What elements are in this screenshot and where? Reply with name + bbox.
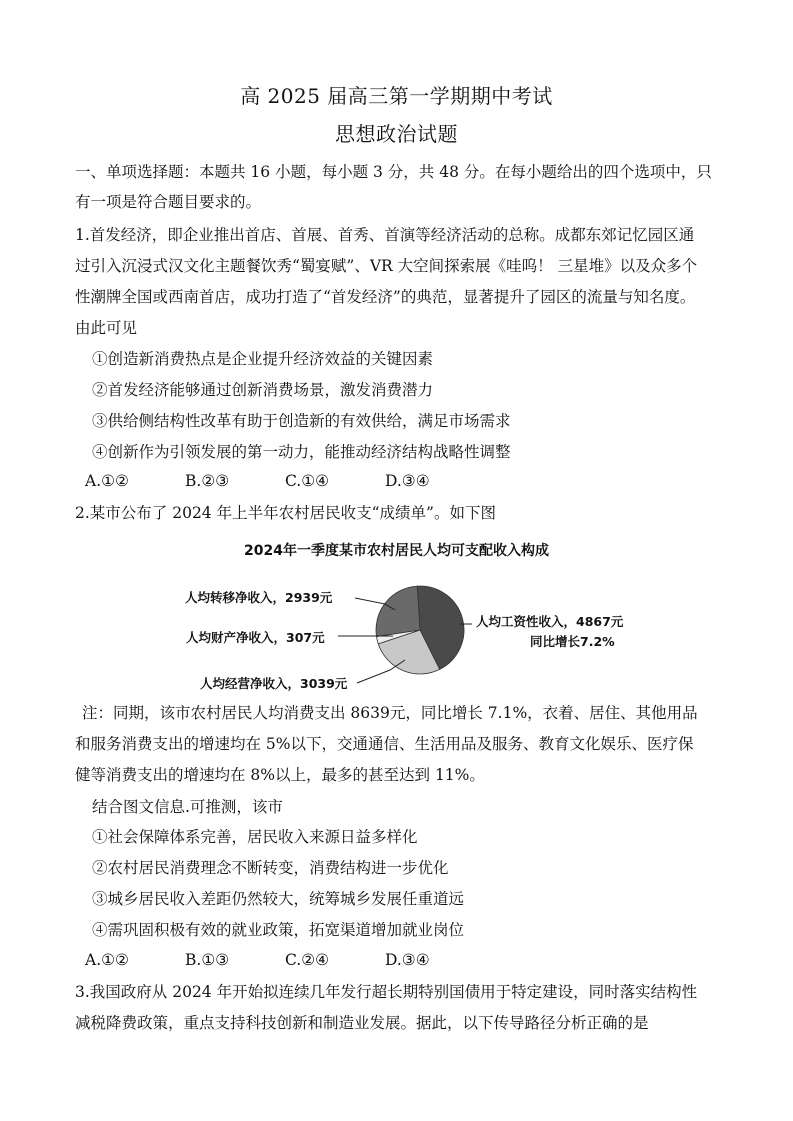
q2-stem: 2.某市公布了 2024 年上半年农村居民收支“成绩单”。如下图 xyxy=(75,504,496,522)
q2-choice-b[interactable]: B.①③ xyxy=(185,951,230,969)
q2-option: ②农村居民消费理念不断转变，消费结构进一步优化 xyxy=(92,859,449,877)
q1-option: ③供给侧结构性改革有助于创造新的有效供给，满足市场需求 xyxy=(92,412,511,430)
q2-choice-c[interactable]: C.②④ xyxy=(285,951,330,969)
q2-option: ④需巩固积极有效的就业政策，拓宽渠道增加就业岗位 xyxy=(92,921,465,939)
chart-title: 2024年一季度某市农村居民人均可支配收入构成 xyxy=(244,543,549,559)
q1-stem-line: 由此可见 xyxy=(75,319,138,337)
q1-option: ④创新作为引领发展的第一动力，能推动经济结构战略性调整 xyxy=(92,443,511,461)
q2-note-line: 注：同期，该市农村居民人均消费支出 8639元，同比增长 7.1%，衣着、居住、其他用品 xyxy=(82,704,698,722)
pie-label-transfer: 人均转移净收入，2939元 xyxy=(185,590,333,605)
q2-choice-d[interactable]: D.③④ xyxy=(385,951,430,969)
pie-label-business: 人均经营净收入，3039元 xyxy=(200,676,348,691)
pie-label-property: 人均财产净收入，307元 xyxy=(186,630,325,645)
q1-stem-line: 性潮牌全国或西南首店，成功打造了“首发经济”的典范，显著提升了园区的流量与知名度。 xyxy=(75,288,696,306)
q2-note-line: 健等消费支出的增速均在 8%以上，最多的甚至达到 11%。 xyxy=(75,766,485,784)
q3-stem-line: 3.我国政府从 2024 年开始拟连续几年发行超长期特别国债用于特定建设，同时落实结构性 xyxy=(75,983,698,1001)
q1-option: ②首发经济能够通过创新消费场景，激发消费潜力 xyxy=(92,381,434,399)
exam-title: 高 2025 届高三第一学期期中考试 xyxy=(240,84,553,108)
q3-stem-line: 减税降费政策，重点支持科技创新和制造业发展。据此，以下传导路径分析正确的是 xyxy=(75,1014,649,1032)
q1-option: ①创造新消费热点是企业提升经济效益的关键因素 xyxy=(92,350,434,368)
q2-option: ③城乡居民收入差距仍然较大，统筹城乡发展任重道远 xyxy=(92,890,465,908)
pie-label-wage-growth: 同比增长7.2% xyxy=(530,634,615,649)
q1-choice-a[interactable]: A.①② xyxy=(85,472,129,490)
q1-choice-b[interactable]: B.②③ xyxy=(185,472,230,490)
q1-stem-line: 过引入沉浸式汉文化主题餐饮秀“蜀宴赋”、VR 大空间探索展《哇呜！ 三星堆》以及众多个 xyxy=(75,257,698,275)
q1-choice-c[interactable]: C.①④ xyxy=(285,472,330,490)
section-instruction-line-1: 一、单项选择题：本题共 16 小题，每小题 3 分，共 48 分。在每小题给出的四个选项中，只 xyxy=(75,163,712,181)
q2-choice-a[interactable]: A.①② xyxy=(85,951,129,969)
exam-subtitle: 思想政治试题 xyxy=(335,122,458,146)
q2-option: ①社会保障体系完善，居民收入来源日益多样化 xyxy=(92,828,418,846)
q1-stem-line: 1.首发经济，即企业推出首店、首展、首秀、首演等经济活动的总称。成都东郊记忆园区通 xyxy=(75,226,695,244)
pie-slice-transfer xyxy=(376,586,420,636)
q2-ask: 结合图文信息.可推测，该市 xyxy=(92,798,283,816)
q1-choice-d[interactable]: D.③④ xyxy=(385,472,430,490)
section-instruction-line-2: 有一项是符合题目要求的。 xyxy=(75,193,262,211)
pie-label-wage: 人均工资性收入，4867元 xyxy=(476,614,624,629)
q2-note-line: 和服务消费支出的增速均在 5%以下，交通通信、生活用品及服务、教育文化娱乐、医疗保 xyxy=(75,735,694,753)
q2-choices xyxy=(85,951,485,969)
